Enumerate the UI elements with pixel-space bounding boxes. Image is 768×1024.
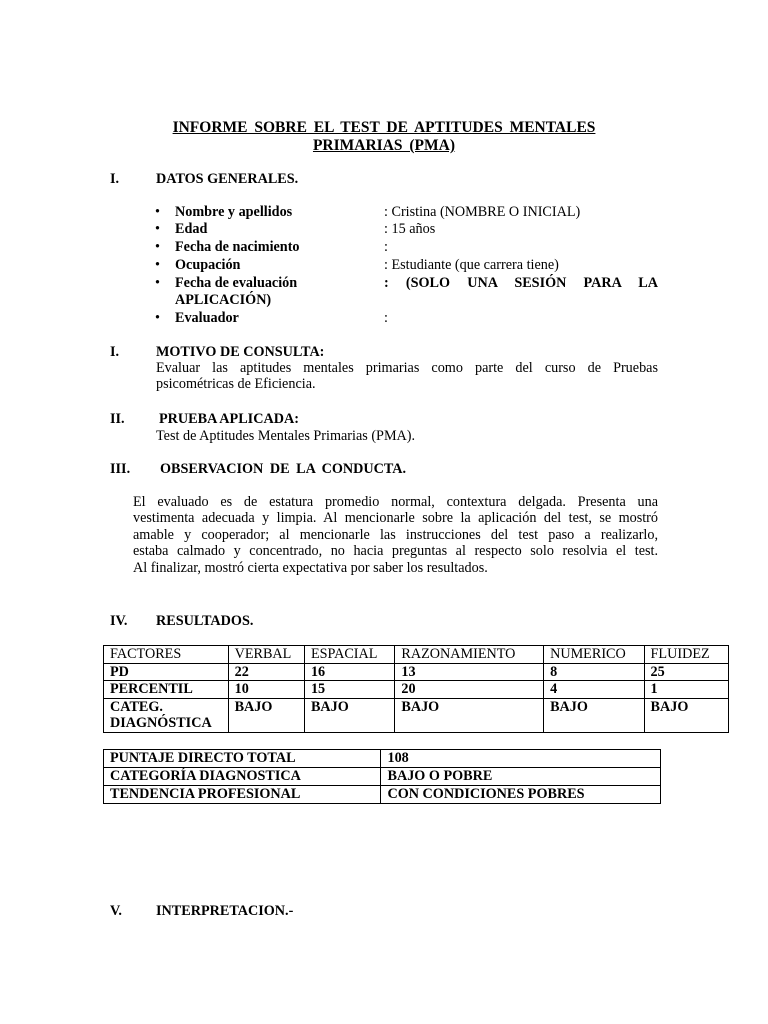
datos-item-value: : 15 años [384, 221, 436, 237]
paragraph-line: estaba calmado y concentrado, no hacia preguntas al respecto solo resolvia el test. [133, 543, 658, 560]
datos-item-value: : Estudiante (que carrera tiene) [384, 257, 559, 273]
table-cell: PERCENTIL [104, 681, 229, 699]
table-cell: BAJO [544, 698, 644, 732]
datos-item-label: Fecha de evaluación [175, 275, 298, 291]
table-cell: 16 [304, 663, 394, 681]
summary-value-cell: BAJO O POBRE [381, 768, 661, 786]
paragraph-line: psicométricas de Eficiencia. [156, 376, 316, 393]
summary-label-cell: CATEGORÍA DIAGNOSTICA [104, 768, 381, 786]
table-cell: 22 [228, 663, 304, 681]
summary-row [104, 786, 661, 804]
datos-item-value: : (SOLO UNA SESIÓN PARA LA [384, 275, 658, 291]
datos-item-value: : Cristina (NOMBRE O INICIAL) [384, 204, 581, 220]
section-number: II. [110, 411, 125, 427]
datos-item-value: : [384, 310, 388, 326]
datos-item-continuation: APLICACIÓN) [175, 292, 272, 308]
table-cell: BAJO [644, 698, 728, 732]
summary-value-cell: CON CONDICIONES POBRES [381, 786, 661, 804]
table-cell: BAJO [304, 698, 394, 732]
table-header-cell: ESPACIAL [304, 646, 394, 664]
table-row [104, 681, 729, 699]
summary-label-cell: TENDENCIA PROFESIONAL [104, 786, 381, 804]
paragraph-line: El evaluado es de estatura promedio normal, contextura delgada. Presenta una [133, 494, 658, 510]
table-cell: 20 [395, 681, 544, 699]
table-cell: CATEG. DIAGNÓSTICA [104, 698, 229, 732]
table-header-row [104, 646, 729, 664]
section-heading-resultados: RESULTADOS. [156, 613, 254, 629]
table-header-cell: FACTORES [104, 646, 229, 664]
table-cell: 4 [544, 681, 644, 699]
title-line-1: INFORME SOBRE EL TEST DE APTITUDES MENTALES [172, 119, 596, 136]
table-cell: 15 [304, 681, 394, 699]
table-cell: 10 [228, 681, 304, 699]
section-number: I. [110, 171, 120, 187]
motivo-paragraph [156, 360, 658, 393]
table-row [104, 698, 729, 732]
datos-item-label: Nombre y apellidos [175, 204, 293, 220]
summary-table [103, 749, 661, 804]
section-number: V. [110, 903, 122, 919]
table-header-cell: VERBAL [228, 646, 304, 664]
section-heading-observacion: OBSERVACION DE LA CONDUCTA. [160, 461, 407, 477]
summary-row [104, 768, 661, 786]
report-title [0, 119, 768, 155]
paragraph-line: amable y cooperador; al mencionarle las instrucciones del test paso a realizarlo, [133, 526, 658, 543]
section-number: III. [110, 461, 131, 477]
table-header-cell: FLUIDEZ [644, 646, 728, 664]
table-cell: 1 [644, 681, 728, 699]
datos-item-value: : [384, 239, 388, 255]
section-heading-interpretacion: INTERPRETACION.- [156, 903, 294, 919]
summary-label-cell: PUNTAJE DIRECTO TOTAL [104, 750, 381, 768]
table-cell: 8 [544, 663, 644, 681]
section-heading-datos: DATOS GENERALES. [156, 171, 299, 187]
table-header-cell: RAZONAMIENTO [395, 646, 544, 664]
table-header-cell: NUMERICO [544, 646, 644, 664]
summary-value-cell: 108 [381, 750, 661, 768]
table-cell: 25 [644, 663, 728, 681]
table-cell: BAJO [228, 698, 304, 732]
datos-item-label: Evaluador [175, 310, 239, 326]
datos-item-label: Edad [175, 221, 208, 237]
datos-item-label: Fecha de nacimiento [175, 239, 300, 255]
section-number: I. [110, 344, 120, 360]
paragraph-line: Al finalizar, mostró cierta expectativa por saber los resultados. [133, 559, 488, 576]
section-heading-motivo: MOTIVO DE CONSULTA: [156, 344, 325, 360]
paragraph-line: Evaluar las aptitudes mentales primarias como parte del curso de Pruebas [156, 360, 658, 376]
observacion-paragraph [133, 494, 658, 576]
title-line-2: PRIMARIAS (PMA) [312, 137, 456, 154]
datos-item-label: Ocupación [175, 257, 241, 273]
table-cell: 13 [395, 663, 544, 681]
results-table [103, 645, 729, 733]
prueba-text: Test de Aptitudes Mentales Primarias (PMA). [156, 428, 416, 444]
section-number: IV. [110, 613, 128, 629]
section-heading-prueba: PRUEBA APLICADA: [159, 411, 299, 427]
table-cell: BAJO [395, 698, 544, 732]
table-row [104, 663, 729, 681]
table-cell: PD [104, 663, 229, 681]
paragraph-line: vestimenta adecuada y limpia. Al mencionarle sobre la aplicación del test, se mostró [133, 510, 658, 527]
summary-row [104, 750, 661, 768]
